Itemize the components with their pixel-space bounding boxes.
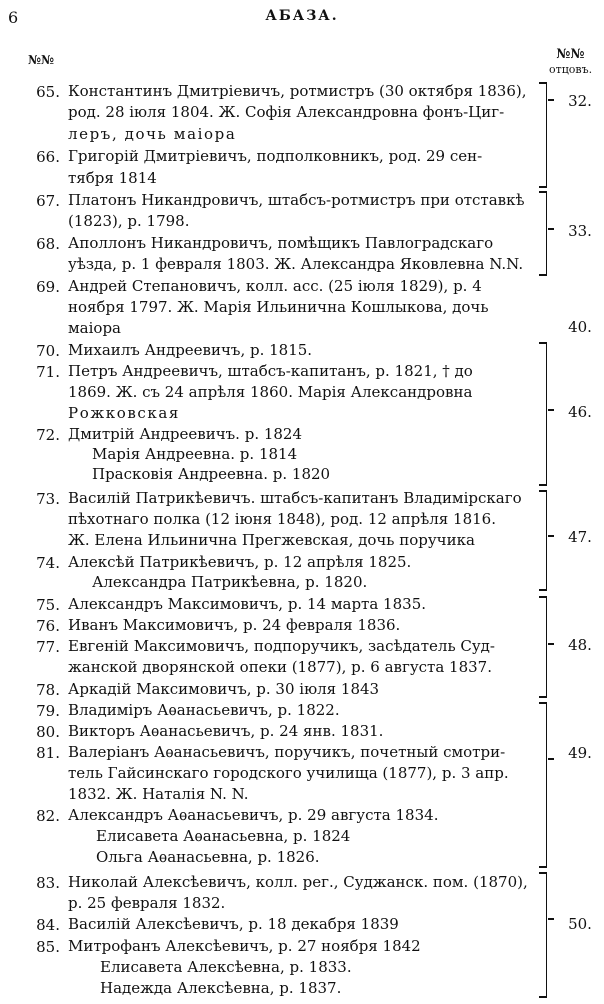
entry-line: Николай Алексѣевичъ, колл. рег., Суджанск. пом. (1870), <box>68 873 528 891</box>
entry-line: Аполлонъ Никандровичъ, помѣщикъ Павлоградскаго <box>68 234 494 252</box>
entry-line: тель Гайсинскаго городского училища (1877), р. 3 апр. <box>68 764 509 782</box>
father-ref: 47. <box>568 528 592 546</box>
entry-line: Ольга Аѳанасьевна, р. 1826. <box>96 848 320 866</box>
entry-line: Василій Алексѣевичъ, р. 18 декабря 1839 <box>68 915 399 933</box>
father-number-header-label: отцовъ. <box>549 63 593 76</box>
father-ref: 50. <box>568 915 592 933</box>
entry-line: Петръ Андреевичъ, штабсъ-капитанъ, р. 1821, † до <box>68 362 473 380</box>
entry-line: Ж. Елена Ильинична Прегжевская, дочь поручика <box>68 531 475 549</box>
entry-number: 65. <box>36 83 60 101</box>
entry-line: Дмитрій Андреевичъ. р. 1824 <box>68 425 303 443</box>
entry-line: р. 25 февраля 1832. <box>68 894 226 912</box>
group-bracket <box>546 702 557 868</box>
entry-line: Марія Андреевна. р. 1814 <box>92 445 298 463</box>
entry-line: жанской дворянской опеки (1877), р. 6 августа 1837. <box>68 658 492 676</box>
entry-number: 68. <box>36 235 60 253</box>
father-ref: 48. <box>568 636 592 654</box>
entry-number-header: №№ <box>28 53 55 67</box>
entry-number: 80. <box>36 723 60 741</box>
entry-number: 85. <box>36 938 60 956</box>
father-ref: 33. <box>568 222 592 240</box>
entry-line: Григорій Дмитріевичъ, подполковникъ, род. 29 сен- <box>68 147 483 165</box>
entry-number: 79. <box>36 702 60 720</box>
entry-number: 67. <box>36 192 60 210</box>
entry-number: 73. <box>36 490 60 508</box>
entry-line: Митрофанъ Алексѣевичъ, р. 27 ноября 1842 <box>68 937 421 955</box>
entry-line: маіора <box>68 319 121 337</box>
entry-line: Аркадій Максимовичъ, р. 30 іюля 1843 <box>68 680 380 698</box>
entry-line: пѣхотнаго полка (12 іюня 1848), род. 12 апрѣля 1816. <box>68 510 496 528</box>
entry-number: 70. <box>36 342 60 360</box>
entry-line: Александръ Максимовичъ, р. 14 марта 1835. <box>68 595 427 613</box>
page-number: 6 <box>8 8 19 27</box>
entry-line: ноября 1797. Ж. Марія Ильинична Кошлыкова, дочь <box>68 298 489 316</box>
entry-line: Иванъ Максимовичъ, р. 24 февраля 1836. <box>68 616 401 634</box>
group-bracket <box>546 872 557 998</box>
father-ref: 32. <box>568 92 592 110</box>
group-bracket <box>546 596 557 698</box>
entry-line: Прасковія Андреевна. р. 1820 <box>92 465 331 483</box>
entry-number: 78. <box>36 681 60 699</box>
father-number-header-symbol: №№ <box>556 47 585 62</box>
entry-number: 83. <box>36 874 60 892</box>
father-ref: 49. <box>568 744 592 762</box>
father-ref: 46. <box>568 403 592 421</box>
entry-line: Платонъ Никандровичъ, штабсъ-ротмистръ при отставкѣ <box>68 191 525 209</box>
entry-number: 72. <box>36 426 60 444</box>
entry-line: Елисавета Аѳанасьевна, р. 1824 <box>96 827 351 845</box>
entry-number: 84. <box>36 916 60 934</box>
entry-line: Василій Патрикѣевичъ. штабсъ-капитанъ Владимірскаго <box>68 489 522 507</box>
entry-line: Евгеній Максимовичъ, подпоручикъ, засѣдатель Суд- <box>68 637 495 655</box>
entry-number: 71. <box>36 363 60 381</box>
entry-line: Владиміръ Аѳанасьевичъ, р. 1822. <box>68 701 340 719</box>
entry-line: род. 28 іюля 1804. Ж. Софія Александровна фонъ-Циг- <box>68 103 505 121</box>
group-bracket <box>546 191 557 276</box>
entry-line: Рожковская <box>68 404 180 422</box>
group-bracket <box>546 490 557 591</box>
entry-number: 82. <box>36 807 60 825</box>
page-title: АБАЗА. <box>265 8 339 24</box>
entry-line: Андрей Степановичъ, колл. асс. (25 іюля 1829), р. 4 <box>68 277 482 295</box>
entry-number: 77. <box>36 638 60 656</box>
entry-line: Михаилъ Андреевичъ, р. 1815. <box>68 341 313 359</box>
entry-line: уѣзда, р. 1 февраля 1803. Ж. Александра Яковлевна N.N. <box>68 255 524 273</box>
entry-number: 69. <box>36 278 60 296</box>
entry-line: 1832. Ж. Наталія N. N. <box>68 785 249 803</box>
entry-line: Елисавета Алексѣевна, р. 1833. <box>100 958 352 976</box>
entry-number: 81. <box>36 744 60 762</box>
entry-line: Викторъ Аѳанасьевичъ, р. 24 янв. 1831. <box>68 722 384 740</box>
entry-line: (1823), р. 1798. <box>68 212 190 230</box>
entry-line: Александра Патрикѣевна, р. 1820. <box>92 573 368 591</box>
group-bracket <box>546 342 557 486</box>
group-bracket <box>546 82 557 188</box>
entry-line: Константинъ Дмитріевичъ, ротмистръ (30 октября 1836), <box>68 82 527 100</box>
entry-line: Александръ Аѳанасьевичъ, р. 29 августа 1834. <box>68 806 439 824</box>
entry-line: 1869. Ж. съ 24 апрѣля 1860. Марія Александровна <box>68 383 473 401</box>
entry-line: Валеріанъ Аѳанасьевичъ, поручикъ, почетный смотри- <box>68 743 506 761</box>
entry-line: тября 1814 <box>68 169 157 187</box>
entry-line: Надежда Алексѣевна, р. 1837. <box>100 979 342 997</box>
entry-number: 75. <box>36 596 60 614</box>
father-ref: 40. <box>568 318 592 336</box>
entry-line: Алексѣй Патрикѣевичъ, р. 12 апрѣля 1825. <box>68 553 412 571</box>
entry-number: 74. <box>36 554 60 572</box>
entry-line: леръ, дочь маіора <box>68 125 237 143</box>
entry-number: 66. <box>36 148 60 166</box>
entry-number: 76. <box>36 617 60 635</box>
father-number-header <box>549 47 592 77</box>
